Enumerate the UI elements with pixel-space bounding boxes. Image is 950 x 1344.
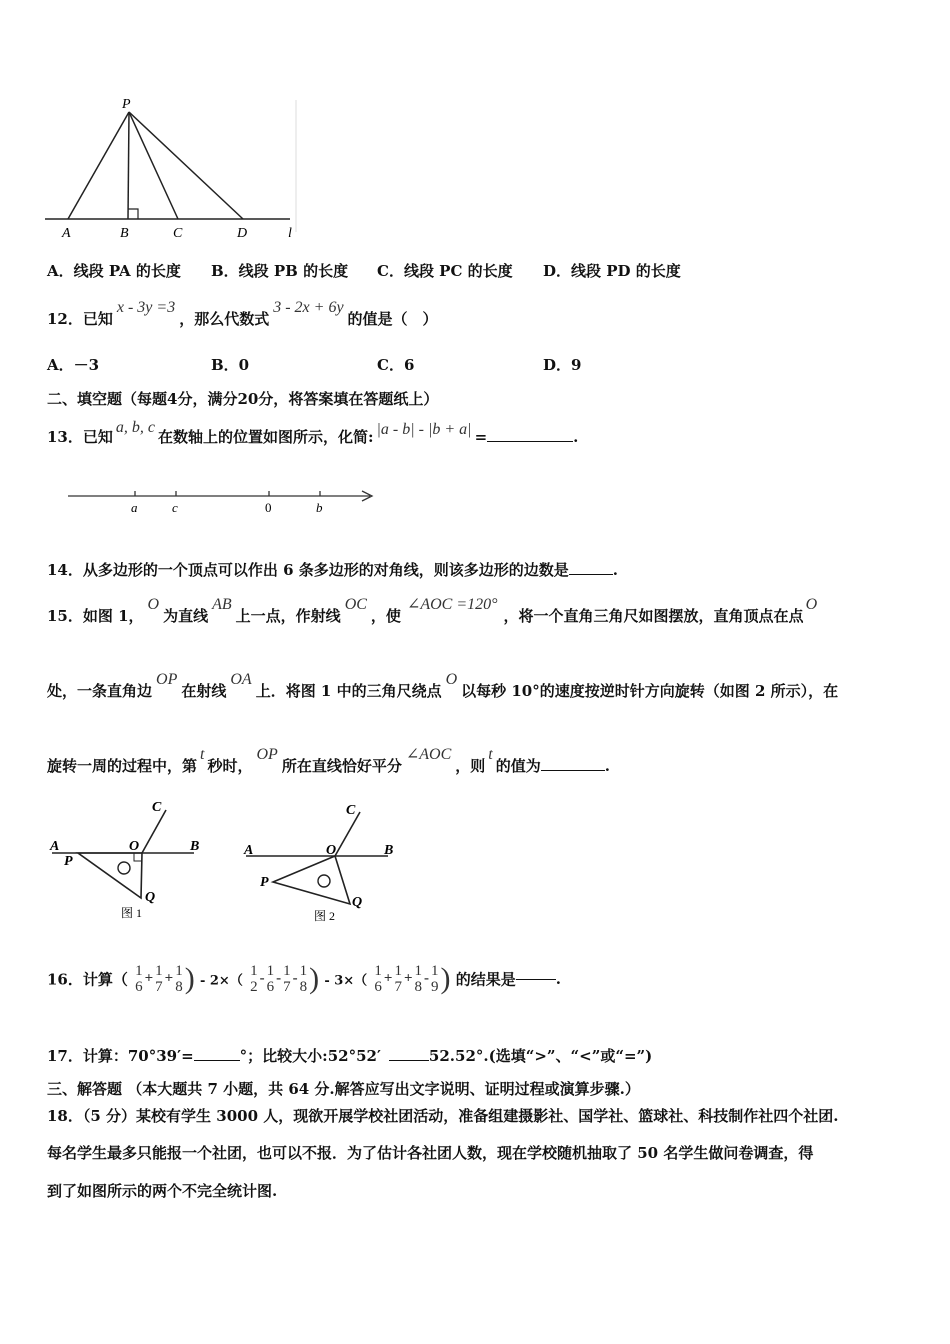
q17-pre: 17．计算：70°39′= xyxy=(47,1047,194,1065)
q16-frac-1-6c: 1 6 xyxy=(374,963,382,995)
q12-option-c: C．6 xyxy=(377,356,415,374)
q16-stem: 16．计算（ 1 6 + 1 7 + 1 8 ) - 2×（ 1 2 - 1 6 - 1 7 - 1 8 ) - 3×（ 1 6 + 1 7 + 1 8 - 1 9 ) 的结果是 . xyxy=(47,962,562,995)
segment-pb xyxy=(128,112,129,219)
label-l: l xyxy=(288,226,292,241)
fig2-label-p: P xyxy=(260,875,269,890)
q16-frac-1-6: 1 6 xyxy=(135,963,143,995)
q16-frac-1-8: 1 8 xyxy=(175,963,183,995)
q16-times-2: - 2×（ xyxy=(199,973,243,989)
q13-equals: = xyxy=(474,428,488,446)
q15-line-ab: AB xyxy=(212,596,232,613)
q13-expression: |a - b| - |b + a| xyxy=(376,421,472,438)
q15-figure-1 xyxy=(44,798,214,928)
q12-pre: 12．已知 xyxy=(47,310,113,328)
q15-point-o-3: O xyxy=(445,671,458,688)
q15-text-g: 上．将图 1 中的三角尺绕点 xyxy=(255,682,442,700)
label-c: C xyxy=(173,226,183,241)
q13-stem xyxy=(47,419,579,447)
label-b: B xyxy=(120,226,129,241)
q17-answer-blank-2[interactable] xyxy=(389,1060,429,1061)
fig1-caption: 图 1 xyxy=(121,906,143,920)
label-d: D xyxy=(237,226,248,241)
q12-option-b: B．0 xyxy=(211,356,250,374)
q11-option-c: C．线段 PC 的长度 xyxy=(377,262,513,280)
q16-pre: 16．计算（ xyxy=(47,970,128,989)
q15-text-k: 所在直线恰好平分 xyxy=(281,757,402,775)
q15-text-d: ，将一个直角三角尺如图摆放，直角顶点在点 xyxy=(503,607,804,625)
label-p: P xyxy=(122,97,131,112)
axis-label-a: a xyxy=(131,500,138,515)
q14-answer-blank[interactable] xyxy=(569,574,613,575)
q14-text: 14．从多边形的一个顶点可以作出 6 条多边形的对角线，则该多边形的边数是 xyxy=(47,561,569,579)
q12-mid: ，那么代数式 xyxy=(179,310,270,328)
q15-end: . xyxy=(604,757,610,775)
fig2-label-c: C xyxy=(346,803,356,818)
q12-option-d: D．9 xyxy=(543,356,582,374)
label-a: A xyxy=(62,226,71,241)
q15-point-o-2: O xyxy=(805,596,818,613)
q15-text-h: 以每秒 10°的速度按逆时针方向旋转（如图 2 所示），在 xyxy=(461,682,839,700)
q17-mid: °；比较大小:52°52′ xyxy=(239,1047,381,1065)
axis-label-c: c xyxy=(172,500,178,515)
q16-frac-1-9: 1 9 xyxy=(431,963,439,995)
q14-end: . xyxy=(612,561,618,579)
q15-angle-aoc: ∠AOC xyxy=(405,746,452,763)
segment-pd xyxy=(129,112,243,219)
q17-answer-blank-1[interactable] xyxy=(194,1060,240,1061)
q13-number-line xyxy=(60,482,380,522)
fig1-label-a: A xyxy=(50,839,60,854)
q15-answer-blank[interactable] xyxy=(541,770,605,771)
q11-figure xyxy=(40,92,305,242)
q15-text-e: 处，一条直角边 xyxy=(47,682,153,700)
q12-stem xyxy=(47,299,438,329)
q15-text-a: 为直线 xyxy=(163,607,209,625)
axis-label-zero: 0 xyxy=(265,500,272,515)
q11-option-d: D．线段 PD 的长度 xyxy=(543,262,681,280)
q15-point-o: O xyxy=(147,596,160,613)
q15-pre: 15．如图 1， xyxy=(47,607,144,625)
q16-frac-1-7: 1 7 xyxy=(155,963,163,995)
q16-frac-1-8b: 1 8 xyxy=(299,963,308,995)
q13-mid: 在数轴上的位置如图所示，化简: xyxy=(157,428,374,446)
q15-text-i: 旋转一周的过程中，第 xyxy=(47,757,198,775)
q14-stem xyxy=(47,559,618,580)
q13-vars: a, b, c xyxy=(115,419,155,436)
fig2-label-a: A xyxy=(244,843,254,858)
q15-text-l: ，则 xyxy=(455,757,486,775)
q15-ray-oc: OC xyxy=(344,596,367,613)
q13-end: . xyxy=(573,428,579,446)
q15-side-op-2: OP xyxy=(256,746,278,763)
q16-answer-blank[interactable] xyxy=(516,979,556,980)
q15-line-3 xyxy=(47,746,610,776)
right-angle-mark xyxy=(128,209,138,219)
q13-answer-blank[interactable] xyxy=(487,441,573,442)
q16-frac-1-2: 1 2 xyxy=(250,963,258,995)
q16-times-3: - 3×（ xyxy=(324,973,368,989)
fig2-label-o: O xyxy=(326,843,337,858)
q17-post: 52.52°.(选填“>”、“<”或“=”) xyxy=(428,1047,653,1065)
q15-var-t: t xyxy=(200,746,205,763)
fig2-label-b: B xyxy=(384,843,394,858)
q15-var-t-2: t xyxy=(488,746,493,763)
segment-pa xyxy=(68,112,129,219)
q15-text-m: 的值为 xyxy=(495,757,541,775)
q15-figure-2 xyxy=(238,798,408,928)
segment-pc xyxy=(129,112,178,219)
fig1-label-c: C xyxy=(152,800,162,815)
fig2-label-q: Q xyxy=(352,895,363,910)
q16-post: 的结果是 xyxy=(455,970,516,989)
q15-ray-oa: OA xyxy=(230,671,252,688)
fig1-label-o: O xyxy=(129,839,140,854)
q15-side-op: OP xyxy=(156,671,178,688)
q15-text-c: ，使 xyxy=(370,607,401,625)
q15-text-f: 在射线 xyxy=(181,682,227,700)
q12-expression: 3 - 2x + 6y xyxy=(273,299,344,316)
fig1-label-q: Q xyxy=(145,890,156,905)
q15-text-j: 秒时， xyxy=(207,757,253,775)
q16-frac-1-7c: 1 7 xyxy=(394,963,402,995)
fig1-label-p: P xyxy=(64,854,73,869)
q13-pre: 13．已知 xyxy=(47,428,113,446)
q15-line-1 xyxy=(47,596,818,626)
section-3-heading: 三、解答题 （本大题共 7 小题，共 64 分.解答应写出文字说明、证明过程或演算步骤.） xyxy=(47,1080,640,1098)
q16-frac-1-7b: 1 7 xyxy=(283,963,291,995)
fig2-caption: 图 2 xyxy=(314,909,336,923)
q15-angle: ∠AOC =120° xyxy=(406,596,498,613)
q16-end: . xyxy=(555,970,562,988)
q12-condition: x - 3y =3 xyxy=(116,299,176,316)
q16-frac-1-6b: 1 6 xyxy=(266,963,275,995)
q12-option-a: A．－3 xyxy=(47,356,100,374)
q18-line-2: 每名学生最多只能报一个社团，也可以不报．为了估计各社团人数，现在学校随机抽取了 50 名学生做问卷调查，得 xyxy=(47,1144,814,1162)
q18-line-3: 到了如图所示的两个不完全统计图. xyxy=(47,1182,278,1200)
q11-option-b: B．线段 PB 的长度 xyxy=(211,262,349,280)
q15-text-b: 上一点，作射线 xyxy=(235,607,341,625)
fig1-label-b: B xyxy=(190,839,200,854)
q12-post: 的值是（ ） xyxy=(347,310,438,328)
q16-frac-1-8c: 1 8 xyxy=(414,963,423,995)
q17-stem xyxy=(47,1045,652,1066)
q11-option-a: A．线段 PA 的长度 xyxy=(47,262,181,280)
axis-label-b: b xyxy=(316,500,323,515)
section-2-heading: 二、填空题（每题4分，满分20分，将答案填在答题纸上） xyxy=(47,390,439,408)
q15-line-2 xyxy=(47,671,839,701)
q18-line-1: 18．（5 分）某校有学生 3000 人，现欲开展学校社团活动，准备组建摄影社、国学社、篮球社、科技制作社四个社团. xyxy=(47,1107,839,1125)
